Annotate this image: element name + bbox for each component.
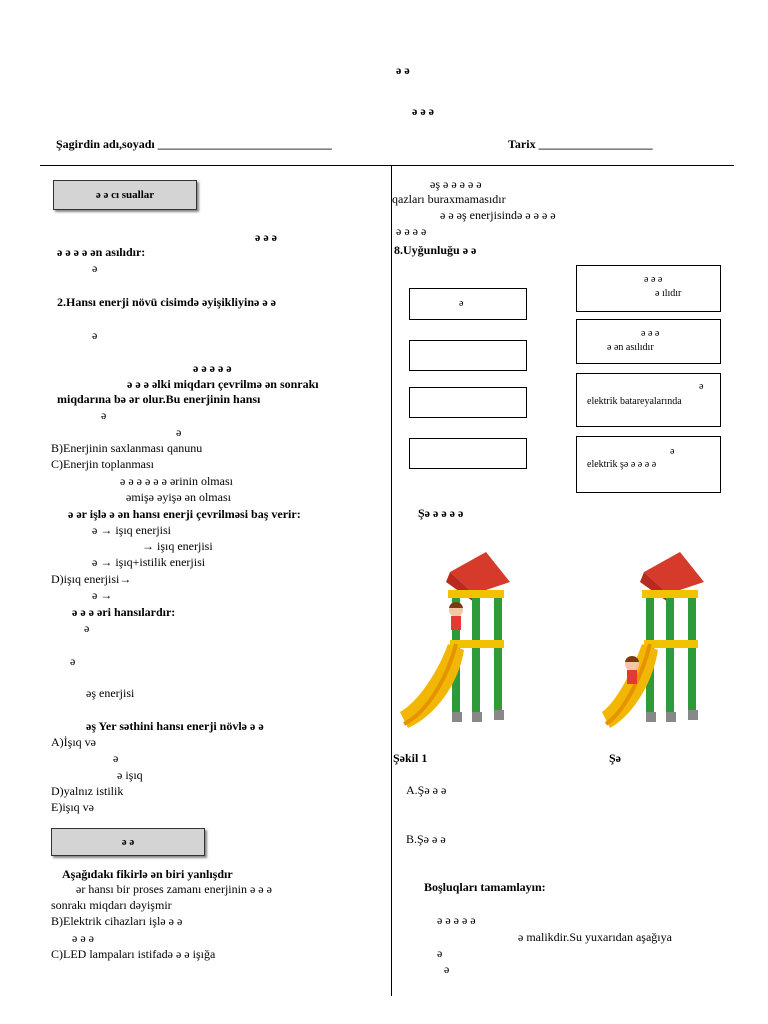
match-right-box-2[interactable]: ə ə ə ə ən asılıdır bbox=[576, 319, 721, 364]
option-a: A.Şə ə ə bbox=[406, 783, 447, 797]
column-divider bbox=[391, 166, 392, 996]
section-header-1: ə ə cı suallar bbox=[53, 180, 197, 210]
q3-line-d: ə bbox=[101, 408, 107, 422]
q1-line-a: ə ə ə bbox=[255, 230, 277, 244]
match-left-box-4[interactable] bbox=[409, 438, 527, 469]
q3-option-d: ə ə ə ə ə ə ərinin olması bbox=[120, 474, 233, 488]
q6-option-b: ə bbox=[113, 751, 119, 765]
match-left-box-3[interactable] bbox=[409, 387, 527, 418]
q4-option-a: ə → işıq enerjisi bbox=[92, 523, 171, 537]
section-header-2: ə ə bbox=[51, 828, 205, 856]
q7-option-c: C)LED lampaları istifadə ə ə işığa bbox=[51, 947, 216, 961]
q4-option-b: → işıq enerjisi bbox=[142, 539, 213, 553]
figure-2-label: Şə bbox=[609, 751, 621, 765]
date-label: Tarix ___________________ bbox=[508, 137, 653, 151]
q10-text: Boşluqları tamamlayın: bbox=[424, 880, 546, 894]
q4-option-d: D)işıq enerjisi→ bbox=[51, 572, 132, 586]
q6-option-e: E)işıq və bbox=[51, 800, 94, 814]
q7-option-a-cont: sonrakı miqdarı dəyişmir bbox=[51, 898, 172, 912]
q3-line-e: ə bbox=[176, 425, 182, 439]
option-b: B.Şə ə ə bbox=[406, 832, 446, 846]
q2-text: 2.Hansı enerji növü cisimdə əyişikliyinə ə ə bbox=[57, 295, 276, 309]
q8-text: 8.Uyğunluğu ə ə bbox=[394, 243, 477, 257]
q5-option-b: ə bbox=[70, 654, 76, 668]
match-left-box-1[interactable]: ə bbox=[409, 288, 527, 320]
r-line-2: qazları buraxmamasıdır bbox=[392, 192, 506, 206]
match-right-box-1[interactable]: ə ə ə ə ılıdır bbox=[576, 265, 721, 312]
q5-option-c: əş enerjisi bbox=[86, 686, 135, 700]
r-line-3: ə ə əş enerjisində ə ə ə ə bbox=[440, 208, 556, 222]
q7-option-b-cont: ə ə ə bbox=[72, 931, 94, 945]
figure-1-label: Şəkil 1 bbox=[393, 751, 428, 765]
q7-option-b: B)Elektrik cihazları işlə ə ə bbox=[51, 914, 183, 928]
q10-line-b: ə malikdir.Su yuxarıdan aşağıya bbox=[518, 930, 672, 944]
q3-line-c: miqdarına bə ər olur.Bu enerjinin hansı bbox=[57, 392, 261, 406]
q4-text: ə ər işlə ə ən hansı enerji çevrilməsi baş verir: bbox=[68, 507, 301, 521]
q7-option-a: ər hansı bir proses zamanı enerjinin ə ə ə bbox=[76, 882, 272, 896]
r-line-1: əş ə ə ə ə ə bbox=[430, 177, 482, 191]
q4-option-e: ə → bbox=[92, 588, 113, 602]
q4-option-c: ə → işıq+istilik enerjisi bbox=[92, 555, 206, 569]
q6-option-d: D)yalnız istilik bbox=[51, 784, 124, 798]
q3-option-c: C)Enerjin toplanması bbox=[51, 457, 154, 471]
slide-illustration-2 bbox=[600, 552, 720, 730]
q3-line-a: ə ə ə ə ə bbox=[193, 361, 232, 375]
q10-line-a: ə ə ə ə ə bbox=[437, 913, 476, 927]
title-line-2: ə ə ə bbox=[412, 104, 434, 118]
q7-text: Aşağıdakı fikirlə ən biri yanlışdır bbox=[62, 867, 233, 881]
header-divider bbox=[40, 165, 734, 166]
slide-illustration-1 bbox=[398, 552, 526, 730]
q5-text: ə ə ə əri hansılardır: bbox=[72, 605, 176, 619]
q10-line-d: ə bbox=[444, 962, 450, 976]
student-name-label: Şagirdin adı,soyadı _____________________________ bbox=[56, 137, 332, 151]
q10-line-c: ə bbox=[437, 946, 443, 960]
q3-line-b: ə ə ə əlki miqdarı çevrilmə ən sonrakı bbox=[127, 377, 319, 391]
match-left-box-2[interactable] bbox=[409, 340, 527, 371]
q3-option-e: əmişə əyişə ən olması bbox=[126, 490, 231, 504]
q2-option: ə bbox=[92, 328, 98, 342]
q1-line-b: ə ə ə ə ən asılıdır: bbox=[57, 245, 146, 259]
match-right-box-3[interactable]: ə elektrik batareyalarında bbox=[576, 373, 721, 427]
title-line-1: ə ə bbox=[396, 63, 410, 77]
q6-option-a: A)İşıq və bbox=[51, 735, 96, 749]
match-right-box-4[interactable]: ə elektrik şə ə ə ə ə bbox=[576, 436, 721, 493]
q3-option-b: B)Enerjinin saxlanması qanunu bbox=[51, 441, 203, 455]
q6-text: əş Yer səthini hansı enerji növlə ə ə bbox=[86, 719, 264, 733]
r-line-4: ə ə ə ə bbox=[396, 224, 427, 238]
q1-line-c: ə bbox=[92, 261, 98, 275]
q6-option-c: ə işıq bbox=[117, 768, 143, 782]
q5-option-a: ə bbox=[84, 621, 90, 635]
q9-text: Şə ə ə ə ə bbox=[418, 506, 464, 520]
